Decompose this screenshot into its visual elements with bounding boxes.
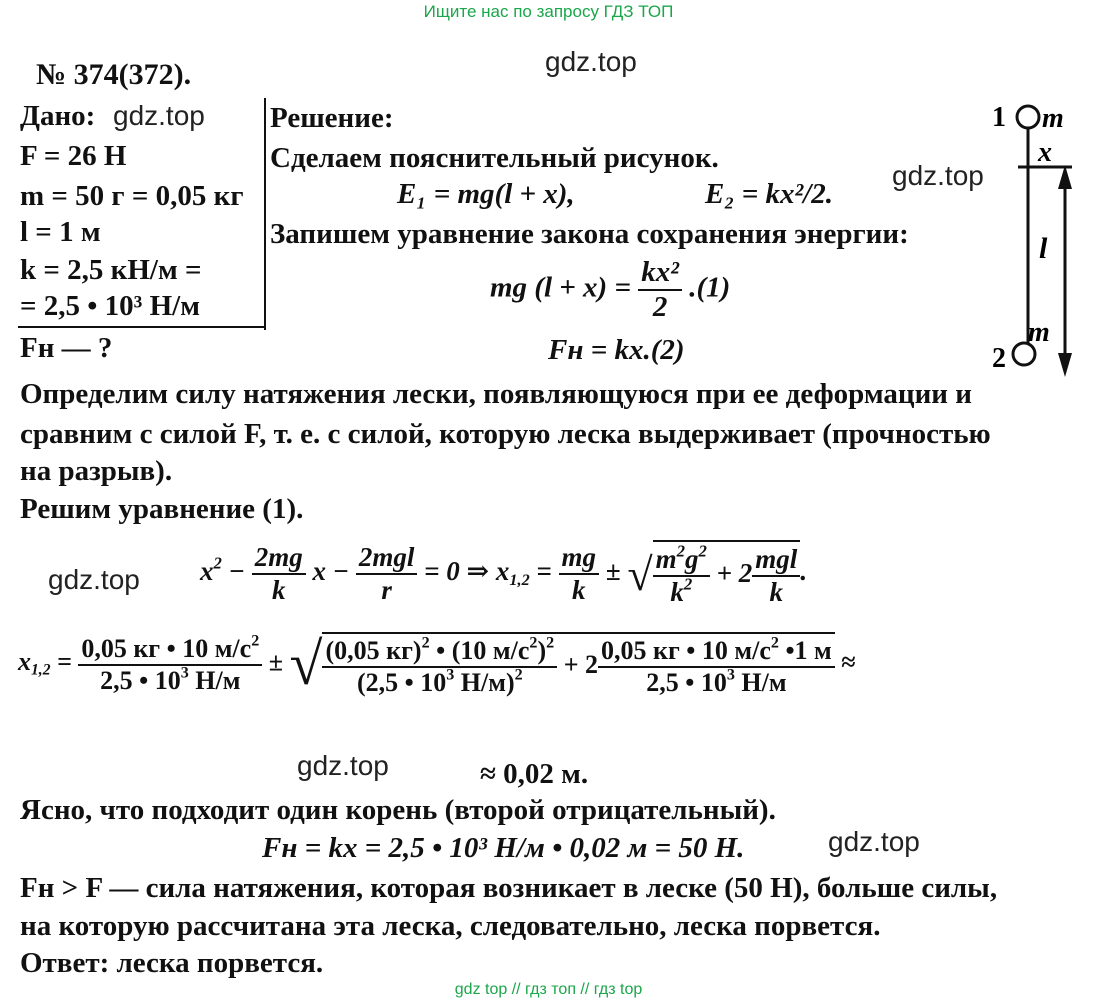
solution-line: Запишем уравнение закона сохранения энергии: [270, 218, 909, 250]
watermark: gdz.top [892, 160, 984, 191]
equation-1 [490, 256, 730, 324]
given-line: l = 1 м [20, 216, 101, 248]
figure-label-x: x [1038, 137, 1052, 168]
solution-line: Сделаем пояснительный рисунок. [270, 142, 719, 174]
paragraph-line: Решим уравнение (1). [20, 493, 304, 525]
figure-label-bottom: 2 [992, 343, 1006, 374]
paragraph-line: Определим силу натяжения лески, появляющуюся при ее деформации и [20, 378, 972, 410]
given-label: Дано: [20, 100, 96, 132]
watermark: gdz.top [297, 750, 389, 781]
watermark: gdz.top [48, 564, 140, 595]
top-banner: Ищите нас по запросу ГДЗ ТОП [423, 2, 674, 21]
figure-label-top: 1 [992, 102, 1006, 133]
bottom-banner: gdz top // гдз топ // гдз top [454, 981, 643, 998]
answer-line: Ответ: леска порвется. [20, 947, 324, 979]
problem-number: № 374(372). [36, 58, 192, 91]
paragraph-line: на которую рассчитана эта леска, следовательно, леска порвется. [20, 910, 881, 942]
figure-mass-top: m [1042, 103, 1064, 134]
equation-1-fraction [638, 256, 682, 324]
energy-e1: E₁ = mg(l + x), [397, 178, 575, 210]
given-divider [18, 326, 266, 328]
solution-label: Решение: [270, 102, 394, 134]
figure-label-l: l [1039, 232, 1048, 265]
mass-top-icon [1017, 106, 1039, 128]
equation-1-denominator: 2 [652, 291, 668, 323]
arrow-up-icon [1058, 165, 1072, 189]
figure-mass-bottom: m [1028, 317, 1050, 348]
equation-1-numerator: kx² [638, 256, 682, 291]
mass-bottom-icon [1013, 343, 1035, 365]
given-vertical-rule [264, 98, 266, 330]
watermark: gdz.top [113, 100, 205, 131]
given-line: k = 2,5 кН/м = [20, 254, 202, 286]
paragraph-line: сравним с силой F, т. е. с силой, которую леска выдерживает (прочностью [20, 418, 991, 450]
given-find: Fн — ? [20, 332, 113, 364]
energy-e2: E₂ = kx²/2. [705, 178, 833, 210]
paragraph-line: Ясно, что подходит один корень (второй отрицательный). [20, 794, 776, 826]
equation-2: Fн = kx.(2) [548, 334, 685, 366]
tension-equation: Fн = kx = 2,5 • 10³ Н/м • 0,02 м = 50 Н. [262, 832, 745, 864]
equation-1-left: mg (l + x) = [490, 271, 631, 304]
paragraph-line: Fн > F — сила натяжения, которая возникает в леске (50 Н), больше силы, [20, 872, 998, 904]
arrow-down-icon [1058, 353, 1072, 377]
given-line: m = 50 г = 0,05 кг [20, 180, 244, 212]
paragraph-line: на разрыв). [20, 455, 173, 487]
approx-result: ≈ 0,02 м. [480, 758, 589, 790]
watermark: gdz.top [828, 826, 920, 857]
watermark: gdz.top [545, 46, 637, 77]
equation-1-tag: .(1) [689, 271, 731, 304]
numeric-equation: $x_{1,2}$ = $\frac{0,05 кг • 10 м/с^2}{2,5 • 10^3 Н/м}$ ± √ $\frac{(0,05 кг)^2 • (10 м/с^2)^2}{(2,5 • 10^3 Н/м)^2}$ + 2 $\frac{0,05 кг • 10 м/с^2 •1 м}{2,5 • 10^3 Н/м}$ ≈ [18, 631, 856, 697]
given-line: F = 26 Н [20, 140, 127, 172]
quadratic-equation: $x^2$ − $\frac{2mg}{k}$ x − $\frac{\text{2mgl}}{r}$ = 0 ⇒ $x_{1,2}$ = $\frac{mg}{k}$ ± √ $\frac{m^2g^2}{k^2}$ + 2 $\frac{\text{mgl}}{k}$ . [200, 541, 808, 607]
diagram-figure [990, 95, 1085, 390]
given-line: = 2,5 • 10³ Н/м [20, 290, 200, 322]
